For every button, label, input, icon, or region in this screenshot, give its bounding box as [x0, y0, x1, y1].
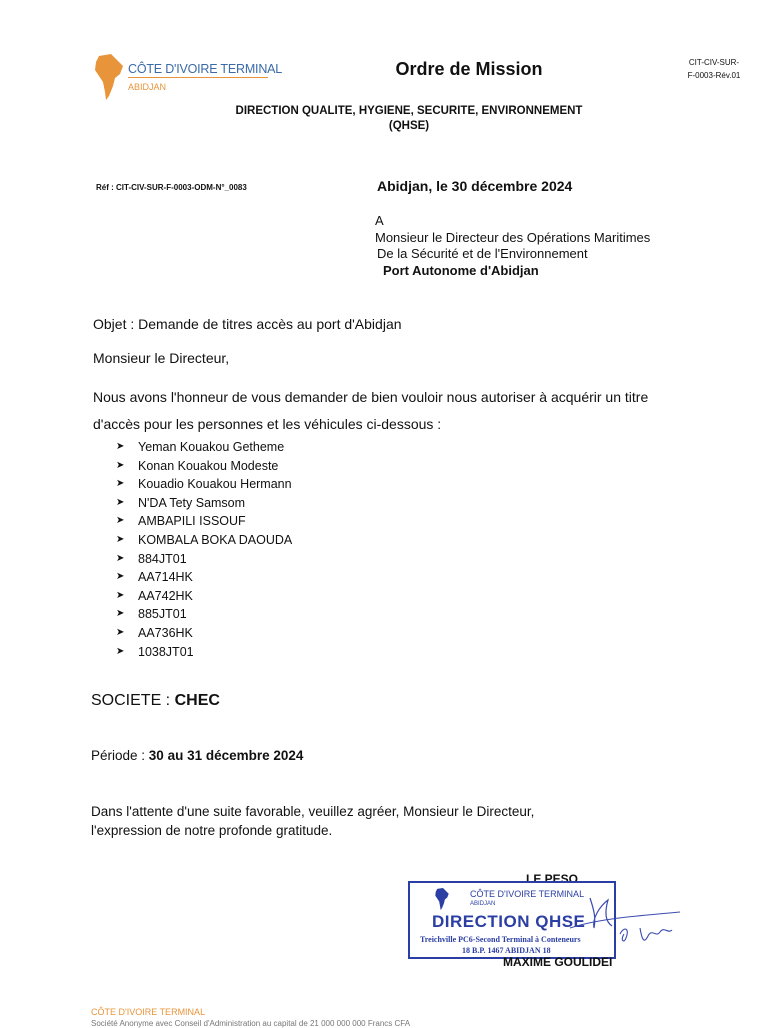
- request-paragraph: Nous avons l'honneur de vous demander de bien vouloir nous autoriser à acquérir un titre d'accès pour les personnes et les véhicules ci-dessous :: [93, 389, 649, 432]
- footer-legal: Société Anonyme avec Conseil d'Administration au capital de 21 000 000 000 Francs CFA: [91, 1019, 411, 1028]
- list-item: ➤ AA736HK: [116, 624, 292, 643]
- place-date: Abidjan, le 30 décembre 2024: [377, 178, 573, 194]
- footer-company: CÔTE D'IVOIRE TERMINAL: [91, 1007, 206, 1017]
- stamp-address-line2: 18 B.P. 1467 ABIDJAN 18: [462, 946, 551, 955]
- recipient-block: [375, 213, 650, 279]
- list-item: ➤ AMBAPILI ISSOUF: [116, 512, 292, 531]
- recipient-line1: Monsieur le Directeur des Opérations Maritimes: [375, 229, 651, 245]
- recipient-line3: Port Autonome d'Abidjan: [383, 262, 539, 278]
- arrowhead-bullet-icon: ➤: [116, 552, 125, 564]
- document-title: Ordre de Mission: [395, 59, 543, 79]
- arrowhead-bullet-icon: ➤: [116, 478, 125, 490]
- salutation: Monsieur le Directeur,: [93, 350, 230, 366]
- list-item: ➤ AA714HK: [116, 568, 292, 587]
- company-value: CHEC: [174, 692, 220, 709]
- list-item: ➤ Konan Kouakou Modeste: [116, 457, 292, 476]
- stamp-company: CÔTE D'IVOIRE TERMINAL: [470, 889, 585, 899]
- document-code-line1: CIT-CIV-SUR-: [688, 58, 740, 67]
- arrowhead-bullet-icon: ➤: [116, 533, 125, 545]
- stamp-city: ABIDJAN: [470, 901, 496, 907]
- list-item: ➤ 884JT01: [116, 550, 292, 569]
- period-value: 30 au 31 décembre 2024: [148, 748, 304, 763]
- signatory-title: LE PESO: [526, 872, 579, 886]
- signatory-name: MAXIME GOULIDEI: [503, 955, 613, 969]
- arrowhead-bullet-icon: ➤: [116, 496, 125, 508]
- list-item: ➤ 885JT01: [116, 605, 292, 624]
- arrowhead-bullet-icon: ➤: [116, 515, 125, 527]
- recipient-line2: De la Sécurité et de l'Environnement: [377, 246, 588, 261]
- access-list: [116, 438, 292, 661]
- document-code-line2: F-0003-Rév.01: [687, 71, 741, 80]
- arrowhead-bullet-icon: ➤: [116, 571, 125, 583]
- closing-line2: l'expression de notre profonde gratitude.: [91, 823, 333, 838]
- period-label: Période :: [91, 748, 149, 763]
- arrowhead-bullet-icon: ➤: [116, 645, 125, 657]
- document-code: [672, 56, 756, 82]
- arrowhead-bullet-icon: ➤: [116, 459, 125, 471]
- arrowhead-bullet-icon: ➤: [116, 608, 125, 620]
- stamp-address-line1: Treichville PC6-Second Terminal à Conteneurs: [420, 935, 581, 944]
- logo-subtitle: ABIDJAN: [128, 82, 167, 92]
- subject-line: Objet : Demande de titres accès au port d'Abidjan: [93, 316, 402, 332]
- handwritten-signature: [560, 888, 690, 956]
- arrowhead-bullet-icon: ➤: [116, 441, 125, 452]
- period-line: [91, 748, 303, 763]
- company-line: [91, 692, 220, 710]
- list-item: ➤ KOMBALA BOKA DAOUDA: [116, 531, 292, 550]
- list-item: ➤ N'DA Tety Samsom: [116, 494, 292, 513]
- department-line2: (QHSE): [388, 120, 430, 132]
- arrowhead-bullet-icon: ➤: [116, 626, 125, 638]
- stamp-department: DIRECTION QHSE: [432, 912, 586, 931]
- closing-paragraph: [91, 802, 651, 840]
- department-line1: DIRECTION QUALITE, HYGIENE, SECURITE, ENVIRONNEMENT: [235, 105, 583, 117]
- logo-name: CÔTE D'IVOIRE TERMINAL: [128, 62, 283, 76]
- recipient-prefix: A: [375, 213, 384, 228]
- list-item: ➤ AA742HK: [116, 587, 292, 606]
- list-item: ➤ 1038JT01: [116, 643, 292, 662]
- reference-number: Réf : CIT-CIV-SUR-F-0003-ODM-N°_0083: [96, 183, 247, 192]
- africa-map-icon: [434, 887, 450, 911]
- list-item: ➤ Yeman Kouakou Getheme: [116, 438, 292, 457]
- list-item: ➤ Kouadio Kouakou Hermann: [116, 475, 292, 494]
- closing-line1: Dans l'attente d'une suite favorable, veuillez agréer, Monsieur le Directeur,: [91, 804, 535, 819]
- department-heading: [0, 104, 768, 134]
- arrowhead-bullet-icon: ➤: [116, 589, 125, 601]
- company-label: SOCIETE :: [91, 692, 175, 709]
